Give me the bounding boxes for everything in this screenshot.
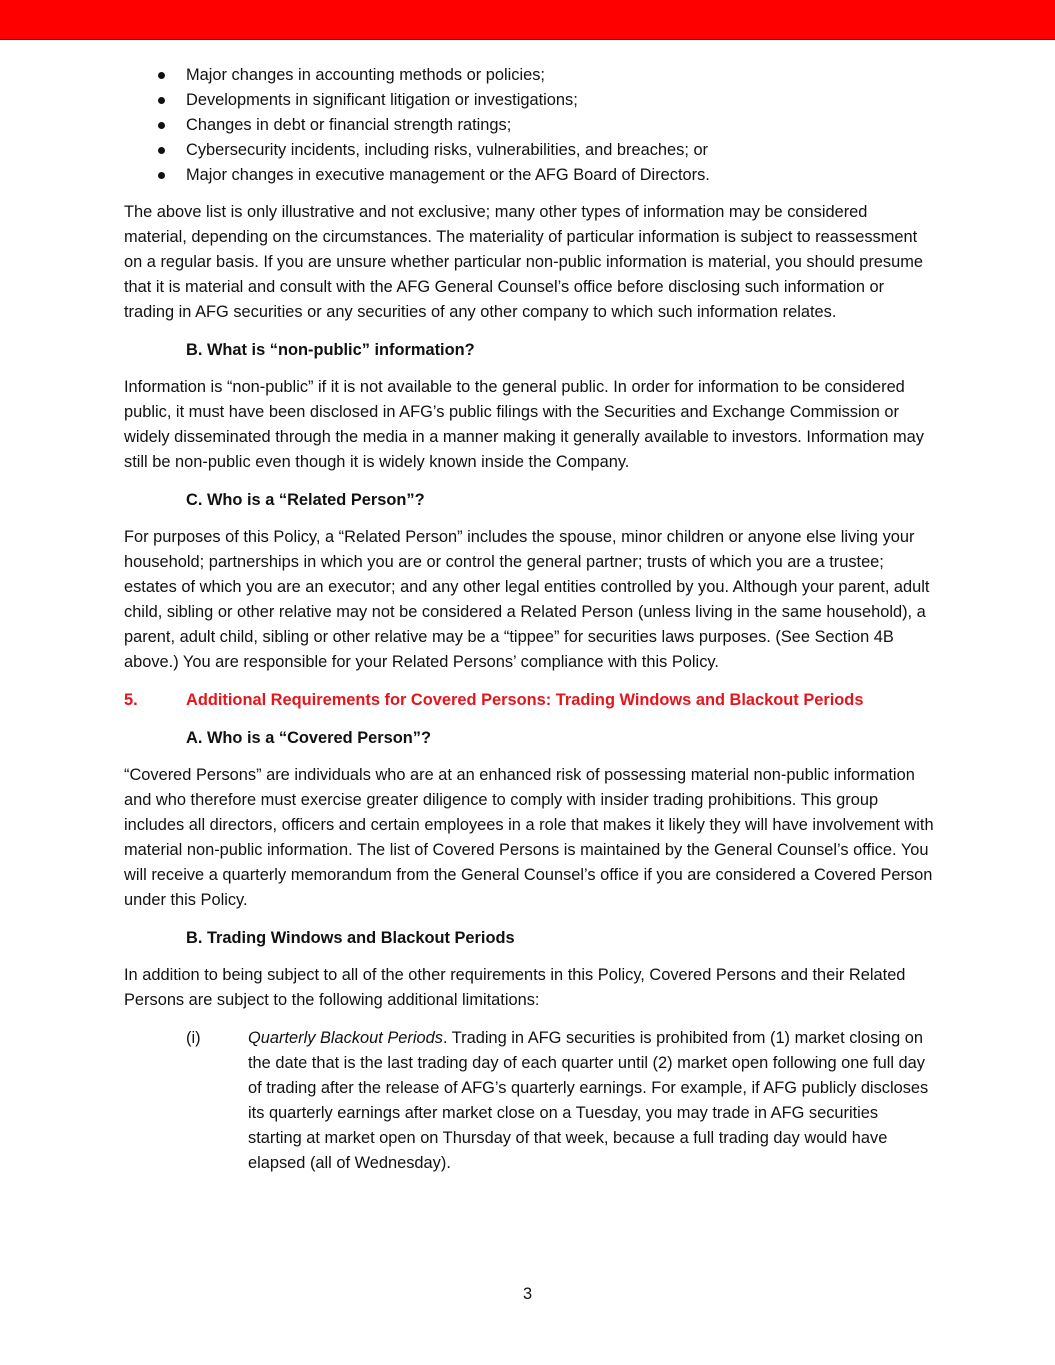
section-title: Additional Requirements for Covered Persons: Trading Windows and Blackout Periods bbox=[186, 691, 864, 709]
covered-person-paragraph: “Covered Persons” are individuals who are at an enhanced risk of possessing material non-public information and who therefore must exercise greater diligence to comply with insider trading prohibitions. This group includes all directors, officers and certain employees in a role that makes it likely they will have involvement with material non-public information. The list of Covered Persons is maintained by the General Counsel’s office. You will receive a quarterly memorandum from the General Counsel’s office if you are considered a Covered Person under this Policy. bbox=[124, 766, 934, 909]
non-public-paragraph: Information is “non-public” if it is not available to the general public. In order for information to be considered public, it must have been disclosed in AFG’s public filings with the Securities and Exchange Commission or widely disseminated through the media in a manner making it generally available to investors. Information may still be non-public even though it is widely known inside the Company. bbox=[124, 378, 924, 471]
limitation-item-i bbox=[186, 1026, 934, 1176]
heading-trading-windows: B. Trading Windows and Blackout Periods bbox=[186, 929, 515, 947]
section-5-heading bbox=[124, 688, 934, 713]
heading-covered-person: A. Who is a “Covered Person”? bbox=[186, 729, 431, 747]
item-title: Quarterly Blackout Periods bbox=[248, 1029, 443, 1047]
materiality-bullet-list bbox=[124, 63, 934, 188]
section-number: 5. bbox=[124, 691, 138, 709]
additional-limitations-paragraph: In addition to being subject to all of the other requirements in this Policy, Covered Persons and their Related Persons are subject to the following additional limitations: bbox=[124, 966, 906, 1009]
list-item: Major changes in executive management or the AFG Board of Directors. bbox=[124, 163, 934, 188]
heading-related-person: C. Who is a “Related Person”? bbox=[186, 491, 425, 509]
item-text: . Trading in AFG securities is prohibited from (1) market closing on the date that is the last trading day of each quarter until (2) market open following one full day of trading after the release of AFG’s quarterly earnings. For example, if AFG publicly discloses its quarterly earnings after market close on a Tuesday, you may trade in AFG securities starting at market open on Thursday of that week, because a full trading day would have elapsed (all of Wednesday). bbox=[248, 1029, 929, 1172]
header-bar bbox=[0, 0, 1055, 40]
item-body bbox=[248, 1026, 934, 1176]
list-item: Developments in significant litigation or investigations; bbox=[124, 88, 934, 113]
page-number: 3 bbox=[522, 1285, 533, 1303]
list-item: Changes in debt or financial strength ratings; bbox=[124, 113, 934, 138]
related-person-paragraph: For purposes of this Policy, a “Related Person” includes the spouse, minor children or anyone else living your household; partnerships in which you are or control the general partner; trusts of which you are a trustee; estates of which you are an executor; and any other legal entities controlled by you. Although your parent, adult child, sibling or other relative may not be considered a Related Person (unless living in the same household), a parent, adult child, sibling or other relative may be a “tippee” for securities laws purposes. (See Section 4B above.) You are responsible for your Related Persons’ compliance with this Policy. bbox=[124, 528, 930, 671]
page-content bbox=[124, 63, 934, 1176]
materiality-paragraph: The above list is only illustrative and not exclusive; many other types of information may be considered material, depending on the circumstances. The materiality of particular information is subject to reassessment on a regular basis. If you are unsure whether particular non-public information is material, you should presume that it is material and consult with the AFG General Counsel’s office before disclosing such information or trading in AFG securities or any securities of any other company to which such information relates. bbox=[124, 203, 924, 321]
heading-non-public: B. What is “non-public” information? bbox=[186, 341, 475, 359]
list-item: Cybersecurity incidents, including risks, vulnerabilities, and breaches; or bbox=[124, 138, 934, 163]
item-marker: (i) bbox=[186, 1029, 201, 1047]
list-item: Major changes in accounting methods or policies; bbox=[124, 63, 934, 88]
